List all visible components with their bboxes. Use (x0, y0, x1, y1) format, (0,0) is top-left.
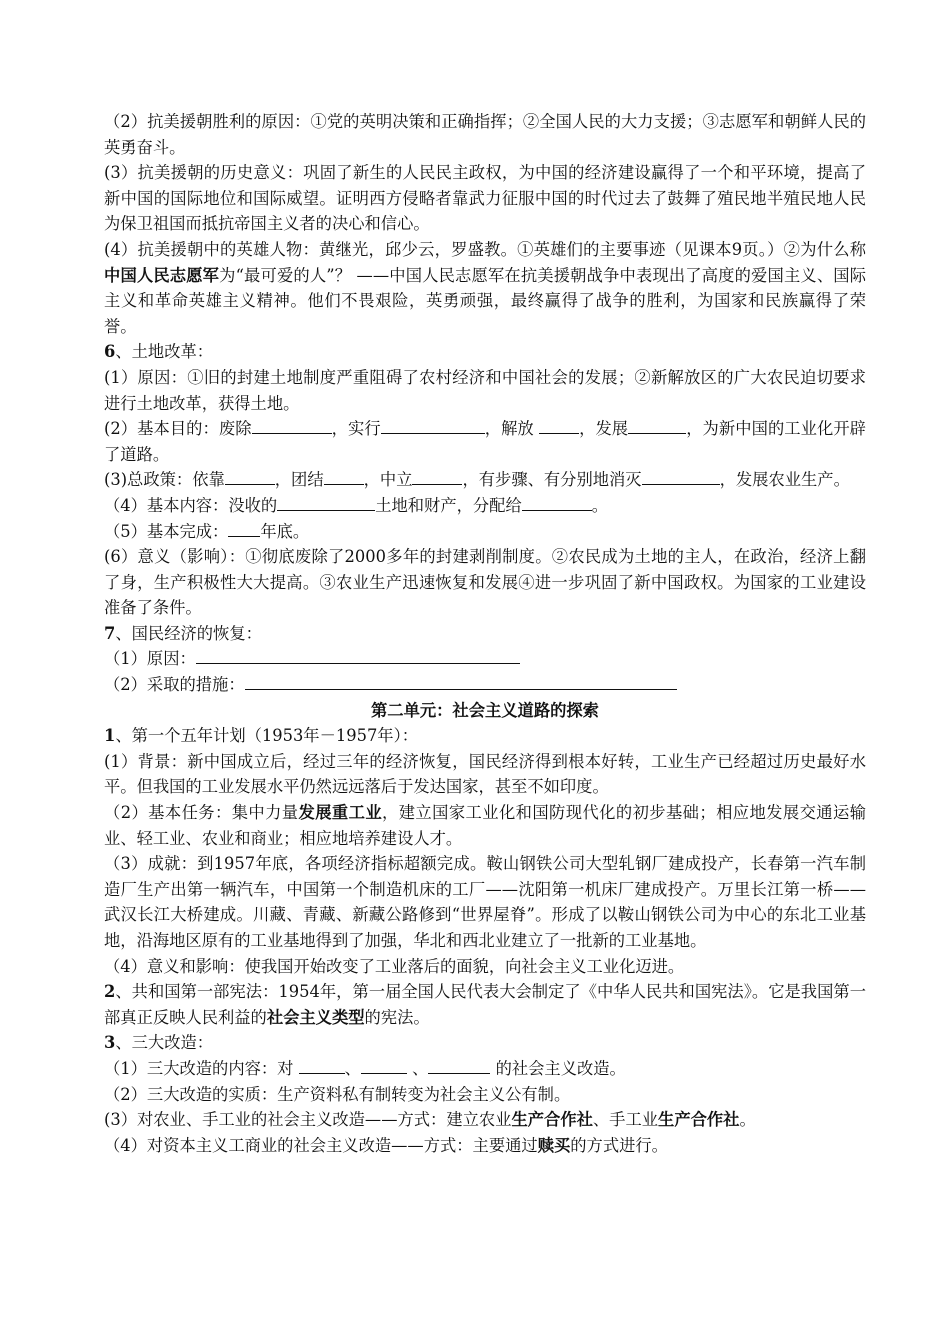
bold-term: 发展重工业 (298, 803, 383, 823)
paragraph-heroes: (4）抗美援朝中的英雄人物：黄继光，邱少云，罗盛教。①英雄们的主要事迹（见课本9页。）②为什么称中国人民志愿军为“最可爱的人”？ ——中国人民志愿军在抗美援朝战争中表现出了高度的爱国主义、国际主义和革命英雄主义精神。他们不畏艰险，英勇顽强，最终赢得了战争的胜利，为国家和民族赢得了荣誉。 (104, 239, 866, 336)
document-page (104, 109, 866, 1158)
paragraph-commerce-transformation: （4）对资本主义工商业的社会主义改造——方式：主要通过赎买的方式进行。 (104, 1135, 668, 1155)
bold-term: 中国人民志愿军 (104, 265, 220, 285)
fill-blank[interactable] (381, 416, 485, 434)
paragraph-victory-reasons: （2）抗美援朝胜利的原因：①党的英明决策和正确指挥；②全国人民的大力支援；③志愿军和朝鲜人民的英勇奋斗。 (104, 112, 866, 157)
fill-blank[interactable] (361, 1056, 407, 1074)
heading-economic-recovery: 7、国民经济的恢复： (104, 623, 262, 643)
paragraph-constitution: 2、共和国第一部宪法：1954年，第一届全国人民代表大会制定了《中华人民共和国宪法》。它是我国第一部真正反映人民利益的社会主义类型的宪法。 (104, 982, 866, 1027)
heading-three-transformations: 3、三大改造： (104, 1033, 214, 1053)
paragraph-recovery-measures: （2）采取的措施： (104, 672, 866, 698)
paragraph-transformation-content: （1）三大改造的内容：对 、 、 的社会主义改造。 (104, 1056, 866, 1082)
paragraph-land-reform-completion: （5）基本完成： 年底。 (104, 519, 866, 545)
fill-blank[interactable] (539, 416, 579, 434)
bold-term: 赎买 (537, 1135, 571, 1155)
paragraph-land-reform-significance: (6）意义（影响）：①彻底废除了2000多年的封建剥削制度。②农民成为土地的主人，在政治，经济上翻了身，生产积极性大大提高。③农业生产迅速恢复和发展④进一步巩固了新中国政权。为国家的工业建设准备了条件。 (104, 547, 866, 618)
paragraph-plan-background: (1）背景：新中国成立后，经过三年的经济恢复，国民经济得到根本好转，工业生产已经超过历史最好水平。但我国的工业发展水平仍然远远落后于发达国家，甚至不如印度。 (104, 751, 866, 797)
paragraph-recovery-reason: （1）原因： (104, 646, 866, 672)
bold-term: 生产合作社 (658, 1110, 740, 1130)
paragraph-plan-achievements: （3）成就：到1957年底，各项经济指标超额完成。鞍山钢铁公司大型轧钢厂建成投产，长春第一汽车制造厂生产出第一辆汽车，中国第一个制造机床的工厂——沈阳第一机床厂建成投产。万里长江第一桥——武汉长江大桥建成。川藏、青藏、新藏公路修到“世界屋脊”。形成了以鞍山钢铁公司为中心的东北工业基地，沿海地区原有的工业基地得到了加强，华北和西北业建立了一批新的工业基地。 (104, 854, 866, 950)
paragraph-agriculture-transformation: (3）对农业、手工业的社会主义改造——方式：建立农业生产合作社、手工业生产合作社。 (104, 1110, 756, 1130)
fill-blank[interactable] (324, 467, 364, 485)
paragraph-land-reform-reason: (1）原因：①旧的封建土地制度严重阻碍了农村经济和中国社会的发展；②新解放区的广大农民迫切要求进行土地改革，获得土地。 (104, 367, 866, 413)
fill-blank[interactable] (628, 416, 686, 434)
bold-term: 生产合作社 (511, 1110, 593, 1130)
paragraph-land-reform-content: （4）基本内容：没收的 土地和财产，分配给 。 (104, 493, 866, 519)
fill-blank[interactable] (642, 467, 720, 485)
heading-five-year-plan: 1、第一个五年计划（1953年－1957年）： (104, 726, 419, 746)
paragraph-transformation-essence: （2）三大改造的实质：生产资料私有制转变为社会主义公有制。 (104, 1084, 571, 1104)
fill-blank[interactable] (277, 493, 375, 511)
paragraph-historical-significance: (3）抗美援朝的历史意义：巩固了新生的人民民主政权，为中国的经济建设赢得了一个和平环境，提高了新中国的国际地位和国际威望。证明西方侵略者靠武力征服中国的时代过去了鼓舞了殖民地半殖民地人民为保卫祖国而抵抗帝国主义者的决心和信心。 (104, 163, 866, 234)
fill-blank[interactable] (225, 467, 275, 485)
fill-blank[interactable] (412, 467, 462, 485)
paragraph-land-reform-policy: (3)总政策：依靠 ，团结 ，中立 ，有步骤、有分别地消灭 ，发展农业生产。 (104, 467, 866, 493)
bold-term: 社会主义类型 (266, 1007, 365, 1027)
fill-blank[interactable] (252, 416, 332, 434)
paragraph-plan-task: （2）基本任务：集中力量发展重工业，建立国家工业化和国防现代化的初步基础；相应地发展交通运输业、轻工业、农业和商业；相应地培养建设人才。 (104, 803, 866, 848)
unit-title: 第二单元：社会主义道路的探索 (371, 700, 599, 720)
fill-blank[interactable] (228, 519, 260, 537)
fill-blank[interactable] (245, 672, 677, 690)
fill-blank[interactable] (428, 1056, 490, 1074)
heading-land-reform: 6、土地改革： (104, 342, 214, 362)
paragraph-plan-significance: （4）意义和影响：使我国开始改变了工业落后的面貌，向社会主义工业化迈进。 (104, 956, 685, 976)
fill-blank[interactable] (299, 1056, 345, 1074)
fill-blank[interactable] (196, 646, 520, 664)
fill-blank[interactable] (522, 493, 592, 511)
paragraph-land-reform-purpose: (2）基本目的：废除 ，实行 ，解放 ，发展 ，为新中国的工业化开辟了道路。 (104, 416, 866, 467)
